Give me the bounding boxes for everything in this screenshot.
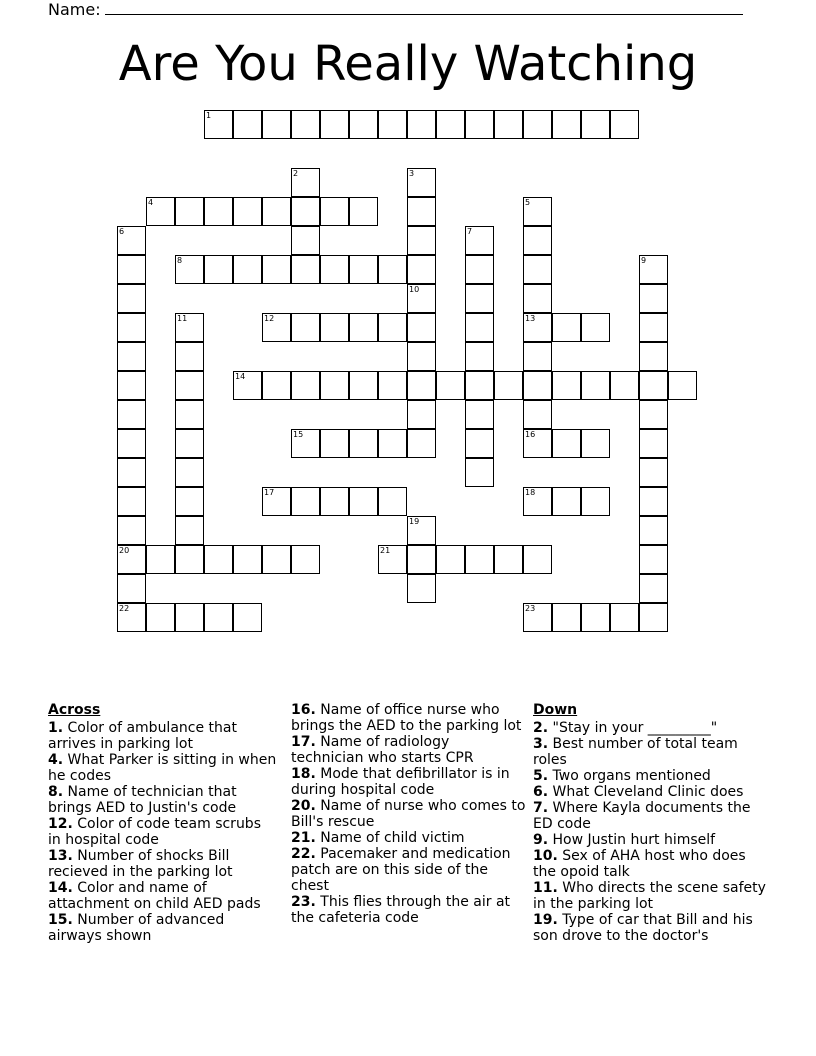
clue-number: 9. [533, 832, 549, 848]
clue-text: Pacemaker and medication patch are on this side of the chest [291, 846, 511, 894]
grid-cell[interactable] [175, 313, 204, 342]
grid-cell[interactable] [465, 371, 494, 400]
clue [533, 784, 773, 800]
grid-cell[interactable] [320, 313, 349, 342]
grid-cell[interactable] [233, 110, 262, 139]
grid-cell[interactable] [523, 603, 552, 632]
grid-cell[interactable] [291, 168, 320, 197]
grid-cell[interactable] [465, 429, 494, 458]
grid-cell[interactable] [233, 371, 262, 400]
grid-cell[interactable] [523, 255, 552, 284]
clue-text: Type of car that Bill and his son drove to the doctor's [533, 912, 753, 944]
grid-cell[interactable] [233, 603, 262, 632]
cell-number: 22 [119, 604, 130, 613]
grid-cell[interactable] [146, 197, 175, 226]
grid-cell[interactable] [407, 429, 436, 458]
grid-cell[interactable] [117, 545, 146, 574]
grid-cell[interactable] [407, 226, 436, 255]
cell-number: 8 [177, 256, 183, 265]
grid-cell[interactable] [262, 545, 291, 574]
clue-number: 18. [291, 766, 316, 782]
grid-cell[interactable] [291, 545, 320, 574]
grid-cell[interactable] [639, 545, 668, 574]
grid-cell[interactable] [552, 487, 581, 516]
grid-cell[interactable] [581, 110, 610, 139]
grid-cell[interactable] [349, 429, 378, 458]
grid-cell[interactable] [262, 487, 291, 516]
grid-cell[interactable] [407, 284, 436, 313]
name-label: Name: [48, 0, 101, 19]
grid-cell[interactable] [639, 487, 668, 516]
grid-cell[interactable] [320, 110, 349, 139]
grid-cell[interactable] [494, 545, 523, 574]
down-heading: Down [533, 702, 578, 718]
grid-cell[interactable] [407, 197, 436, 226]
cell-number: 2 [293, 169, 299, 178]
grid-cell[interactable] [117, 400, 146, 429]
grid-cell[interactable] [233, 255, 262, 284]
cell-number: 15 [293, 430, 304, 439]
grid-cell[interactable] [175, 400, 204, 429]
clue [291, 894, 526, 926]
clue-text: Mode that defibrillator is in during hospital code [291, 766, 510, 798]
clue [533, 832, 773, 848]
grid-cell[interactable] [349, 255, 378, 284]
grid-cell[interactable] [117, 603, 146, 632]
grid-cell[interactable] [117, 371, 146, 400]
grid-cell[interactable] [378, 110, 407, 139]
clue [533, 800, 773, 832]
grid-cell[interactable] [552, 313, 581, 342]
grid-cell[interactable] [494, 371, 523, 400]
cell-number: 1 [206, 111, 212, 120]
grid-cell[interactable] [610, 603, 639, 632]
grid-cell[interactable] [465, 110, 494, 139]
clue-number: 6. [533, 784, 549, 800]
cell-number: 13 [525, 314, 536, 323]
grid-cell[interactable] [378, 255, 407, 284]
clue-number: 17. [291, 734, 316, 750]
clue-text: Name of nurse who comes to Bill's rescue [291, 798, 526, 830]
grid-cell[interactable] [465, 342, 494, 371]
grid-cell[interactable] [204, 197, 233, 226]
clue [291, 846, 526, 894]
clue [48, 752, 278, 784]
clue-text: Where Kayla documents the ED code [533, 800, 751, 832]
grid-cell[interactable] [523, 545, 552, 574]
across-clues-col2 [291, 702, 526, 926]
grid-cell[interactable] [581, 371, 610, 400]
cell-number: 9 [641, 256, 647, 265]
clue [533, 768, 773, 784]
clue-text: Color of ambulance that arrives in parking lot [48, 720, 237, 752]
grid-cell[interactable] [523, 429, 552, 458]
grid-cell[interactable] [378, 429, 407, 458]
grid-cell[interactable] [378, 545, 407, 574]
clue [533, 880, 773, 912]
clue-text: Who directs the scene safety in the parking lot [533, 880, 766, 912]
grid-cell[interactable] [117, 255, 146, 284]
grid-cell[interactable] [175, 487, 204, 516]
grid-cell[interactable] [117, 284, 146, 313]
grid-cell[interactable] [378, 371, 407, 400]
grid-cell[interactable] [639, 284, 668, 313]
grid-cell[interactable] [465, 284, 494, 313]
grid-cell[interactable] [552, 371, 581, 400]
grid-cell[interactable] [436, 110, 465, 139]
clue-number: 21. [291, 830, 316, 846]
clue-number: 1. [48, 720, 64, 736]
grid-cell[interactable] [320, 487, 349, 516]
grid-cell[interactable] [175, 545, 204, 574]
grid-cell[interactable] [320, 197, 349, 226]
grid-cell[interactable] [639, 255, 668, 284]
grid-cell[interactable] [552, 110, 581, 139]
grid-cell[interactable] [523, 487, 552, 516]
grid-cell[interactable] [494, 110, 523, 139]
clue-number: 11. [533, 880, 558, 896]
cell-number: 11 [177, 314, 188, 323]
grid-cell[interactable] [349, 313, 378, 342]
grid-cell[interactable] [523, 400, 552, 429]
clue [533, 848, 773, 880]
grid-cell[interactable] [407, 255, 436, 284]
grid-cell[interactable] [465, 255, 494, 284]
grid-cell[interactable] [175, 197, 204, 226]
grid-cell[interactable] [204, 545, 233, 574]
clue-number: 7. [533, 800, 549, 816]
grid-cell[interactable] [465, 313, 494, 342]
grid-cell[interactable] [523, 313, 552, 342]
grid-cell[interactable] [378, 487, 407, 516]
grid-cell[interactable] [291, 110, 320, 139]
grid-cell[interactable] [117, 342, 146, 371]
clue [48, 880, 278, 912]
cell-number: 20 [119, 546, 130, 555]
grid-cell[interactable] [204, 110, 233, 139]
grid-cell[interactable] [320, 255, 349, 284]
clue-text: This flies through the air at the cafeteria code [291, 894, 511, 926]
clue-text: Name of child victim [315, 830, 465, 846]
cell-number: 3 [409, 169, 415, 178]
grid-cell[interactable] [175, 429, 204, 458]
clue [533, 736, 773, 768]
grid-cell[interactable] [639, 458, 668, 487]
grid-cell[interactable] [320, 429, 349, 458]
clue-number: 13. [48, 848, 73, 864]
grid-cell[interactable] [639, 371, 668, 400]
clue [48, 848, 278, 880]
clue [48, 912, 278, 944]
grid-cell[interactable] [291, 226, 320, 255]
grid-cell[interactable] [291, 371, 320, 400]
clue-number: 22. [291, 846, 316, 862]
grid-cell[interactable] [117, 226, 146, 255]
grid-cell[interactable] [349, 197, 378, 226]
grid-cell[interactable] [639, 429, 668, 458]
clue-text: What Cleveland Clinic does [548, 784, 744, 800]
grid-cell[interactable] [378, 313, 407, 342]
grid-cell[interactable] [523, 342, 552, 371]
grid-cell[interactable] [407, 516, 436, 545]
grid-cell[interactable] [407, 545, 436, 574]
grid-cell[interactable] [146, 603, 175, 632]
grid-cell[interactable] [291, 197, 320, 226]
clue [291, 830, 526, 846]
clue-number: 4. [48, 752, 64, 768]
grid-cell[interactable] [262, 255, 291, 284]
clue-number: 19. [533, 912, 558, 928]
grid-cell[interactable] [204, 255, 233, 284]
clue-number: 3. [533, 736, 549, 752]
clue-text: What Parker is sitting in when he codes [48, 752, 277, 784]
grid-cell[interactable] [407, 574, 436, 603]
grid-cell[interactable] [117, 429, 146, 458]
grid-cell[interactable] [668, 371, 697, 400]
clue-number: 23. [291, 894, 316, 910]
grid-cell[interactable] [581, 313, 610, 342]
grid-cell[interactable] [523, 110, 552, 139]
across-clues-col1 [48, 702, 278, 944]
grid-cell[interactable] [117, 516, 146, 545]
page-title: Are You Really Watching [118, 36, 698, 92]
clue-text: Color and name of attachment on child AED pads [48, 880, 261, 912]
grid-cell[interactable] [233, 197, 262, 226]
grid-cell[interactable] [262, 197, 291, 226]
grid-cell[interactable] [639, 574, 668, 603]
grid-cell[interactable] [349, 487, 378, 516]
grid-cell[interactable] [407, 371, 436, 400]
grid-cell[interactable] [407, 110, 436, 139]
grid-cell[interactable] [117, 313, 146, 342]
grid-cell[interactable] [552, 429, 581, 458]
clue [291, 766, 526, 798]
clue [48, 720, 278, 752]
down-clues [533, 702, 773, 944]
clue-number: 20. [291, 798, 316, 814]
grid-cell[interactable] [175, 371, 204, 400]
grid-cell[interactable] [146, 545, 175, 574]
clue-number: 16. [291, 702, 316, 718]
clue-text: Best number of total team roles [533, 736, 738, 768]
grid-cell[interactable] [175, 255, 204, 284]
grid-cell[interactable] [639, 313, 668, 342]
grid-cell[interactable] [407, 313, 436, 342]
grid-cell[interactable] [291, 487, 320, 516]
grid-cell[interactable] [262, 110, 291, 139]
grid-cell[interactable] [581, 603, 610, 632]
grid-cell[interactable] [175, 342, 204, 371]
grid-cell[interactable] [175, 603, 204, 632]
grid-cell[interactable] [436, 545, 465, 574]
grid-cell[interactable] [204, 603, 233, 632]
cell-number: 5 [525, 198, 531, 207]
across-heading: Across [48, 702, 101, 718]
clue-number: 2. [533, 720, 549, 736]
grid-cell[interactable] [465, 545, 494, 574]
grid-cell[interactable] [523, 371, 552, 400]
clue [48, 784, 278, 816]
grid-cell[interactable] [117, 574, 146, 603]
clue [533, 720, 773, 736]
grid-cell[interactable] [291, 313, 320, 342]
clue-text: How Justin hurt himself [548, 832, 716, 848]
clue-number: 12. [48, 816, 73, 832]
grid-cell[interactable] [117, 458, 146, 487]
cell-number: 17 [264, 488, 275, 497]
grid-cell[interactable] [407, 342, 436, 371]
clue [291, 702, 526, 734]
cell-number: 19 [409, 517, 420, 526]
grid-cell[interactable] [465, 226, 494, 255]
grid-cell[interactable] [407, 168, 436, 197]
cell-number: 6 [119, 227, 125, 236]
clue [291, 798, 526, 830]
grid-cell[interactable] [465, 458, 494, 487]
cell-number: 21 [380, 546, 391, 555]
cell-number: 18 [525, 488, 536, 497]
grid-cell[interactable] [117, 487, 146, 516]
clue-text: Color of code team scrubs in hospital code [48, 816, 261, 848]
grid-cell[interactable] [581, 487, 610, 516]
grid-cell[interactable] [407, 400, 436, 429]
grid-cell[interactable] [581, 429, 610, 458]
clue-text: Name of office nurse who brings the AED to the parking lot [291, 702, 522, 734]
cell-number: 4 [148, 198, 154, 207]
clue-text: Number of shocks Bill recieved in the parking lot [48, 848, 233, 880]
grid-cell[interactable] [320, 371, 349, 400]
clue-text: Sex of AHA host who does the opoid talk [533, 848, 746, 880]
grid-cell[interactable] [639, 603, 668, 632]
cell-number: 10 [409, 285, 420, 294]
clue-text: Name of technician that brings AED to Justin's code [48, 784, 237, 816]
grid-cell[interactable] [465, 400, 494, 429]
cell-number: 16 [525, 430, 536, 439]
grid-cell[interactable] [436, 371, 465, 400]
clue-text: "Stay in your _________" [548, 720, 718, 736]
grid-cell[interactable] [639, 342, 668, 371]
grid-cell[interactable] [523, 197, 552, 226]
grid-cell[interactable] [349, 371, 378, 400]
clue-text: Number of advanced airways shown [48, 912, 225, 944]
cell-number: 14 [235, 372, 246, 381]
grid-cell[interactable] [552, 603, 581, 632]
grid-cell[interactable] [291, 255, 320, 284]
grid-cell[interactable] [262, 371, 291, 400]
clue [291, 734, 526, 766]
grid-cell[interactable] [610, 110, 639, 139]
grid-cell[interactable] [291, 429, 320, 458]
clue-number: 14. [48, 880, 73, 896]
grid-cell[interactable] [523, 284, 552, 313]
clue [533, 912, 773, 944]
cell-number: 23 [525, 604, 536, 613]
clue-number: 15. [48, 912, 73, 928]
grid-cell[interactable] [639, 516, 668, 545]
clue-number: 10. [533, 848, 558, 864]
cell-number: 7 [467, 227, 473, 236]
clue [48, 816, 278, 848]
cell-number: 12 [264, 314, 275, 323]
clue-number: 5. [533, 768, 549, 784]
grid-cell[interactable] [349, 110, 378, 139]
grid-cell[interactable] [639, 400, 668, 429]
clue-number: 8. [48, 784, 64, 800]
grid-cell[interactable] [610, 371, 639, 400]
clue-text: Name of radiology technician who starts CPR [291, 734, 474, 766]
grid-cell[interactable] [262, 313, 291, 342]
grid-cell[interactable] [233, 545, 262, 574]
grid-cell[interactable] [175, 458, 204, 487]
clue-text: Two organs mentioned [548, 768, 711, 784]
grid-cell[interactable] [523, 226, 552, 255]
grid-cell[interactable] [175, 516, 204, 545]
